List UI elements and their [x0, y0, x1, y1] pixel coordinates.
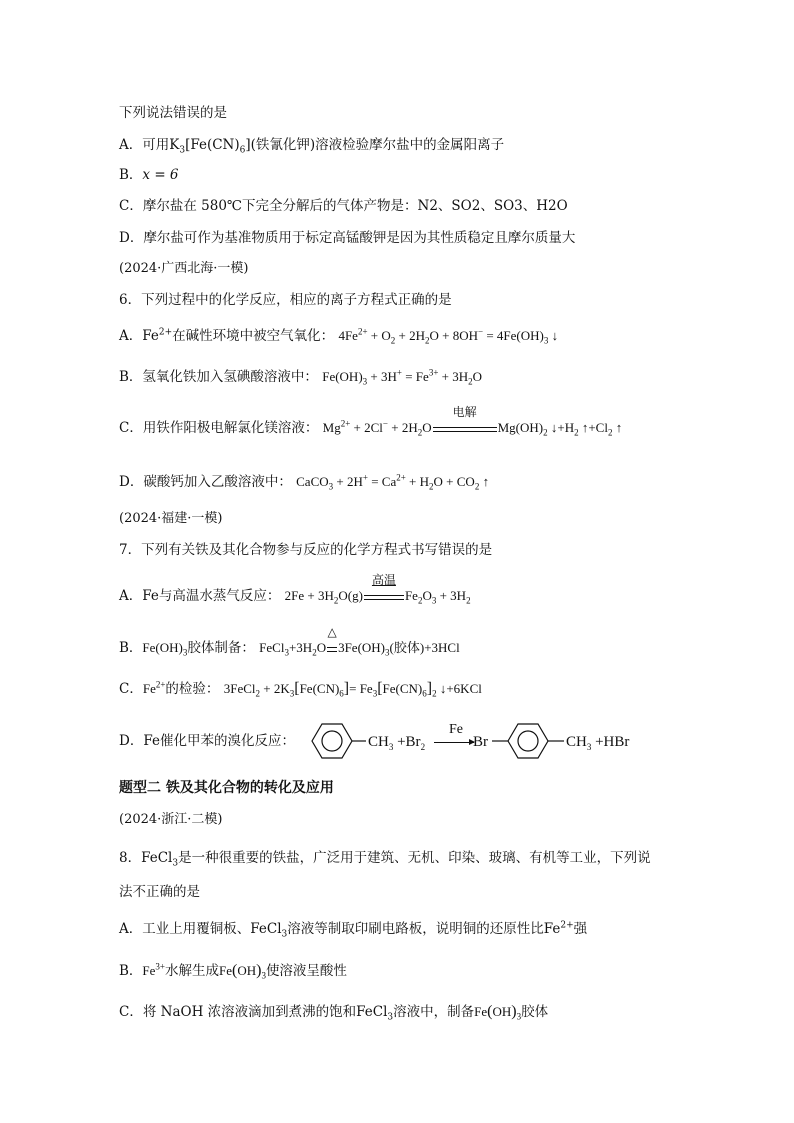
- q5-stem: 下列说法错误的是: [119, 105, 227, 121]
- q7-d-reactants: $CH_3 +Br_2$: [368, 734, 426, 752]
- q8-source: (2024·浙江·二模): [119, 812, 223, 827]
- q7-d-catalyst: Fe: [449, 722, 463, 737]
- q7-d-products: $CH_3 +HBr$: [566, 734, 630, 752]
- q7-d-br: Br: [473, 734, 488, 750]
- q6-b-equation: $Fe(OH)_3 + 3H^+ = Fe^{3+} + 3H_2O$: [322, 367, 483, 387]
- benzene-ring-2: [508, 724, 548, 758]
- q7-b-equation: $FeCl_3+3H_2O$ △ $3Fe(OH)_3$(胶体)+3HCl: [259, 625, 460, 658]
- section-title: 题型二 铁及其化合物的转化及应用: [119, 780, 334, 796]
- q6-d-equation: CaCO$_3$ + $2H^+ = Ca^{2+} + H_2O + CO_2$ ↑: [296, 472, 490, 492]
- q8-option-a: A．工业上用覆铜板、FeCl$_3$溶液等制取印刷电路板，说明铜的还原性比$Fe^{2+}$强: [119, 920, 588, 940]
- q7-option-b: B．$Fe(OH)_3$胶体制备： $FeCl_3+3H_2O$ △ $3Fe(OH)_3$(胶体)+3HCl: [119, 625, 460, 658]
- q8-stem-line2: 法不正确的是: [119, 884, 200, 900]
- benzene-ring-1: [312, 724, 352, 758]
- q6-option-a: A．$Fe^{2+}$在碱性环境中被空气氧化： $4Fe^{2+} + O_2 + 2H_2O + 8OH^- = 4Fe(OH)_3$ ↓: [119, 326, 559, 346]
- q7-c-equation: 3FeCl$_2$ + $2K_3[Fe(CN)_6]= Fe_3[Fe(CN)_6]_2$ ↓+6KCl: [223, 680, 482, 699]
- q7-source: (2024·福建·一模): [119, 511, 223, 526]
- q6-c-equation: $Mg^{2+} + 2Cl^- + 2H_2O$ 电解 $Mg(OH)_2$ $↓+H_2$ $↑+Cl_2$ ↑: [322, 405, 623, 438]
- q7-d-arrow: [434, 742, 474, 743]
- q7-a-equation: $2Fe + 3H_2O(g)$ 高温 $Fe_2O_3 + 3H_2$: [284, 573, 471, 606]
- q5-option-d: D．摩尔盐可作为基准物质用于标定高锰酸钾是因为其性质稳定且摩尔质量大: [119, 230, 576, 246]
- q5-option-a: A．可用$K_3[Fe(CN)_6]$(铁氰化钾)溶液检验摩尔盐中的金属阳离子: [119, 137, 505, 156]
- q7-option-d: D．Fe催化甲苯的溴化反应：: [119, 733, 295, 749]
- q6-source: (2024·广西北海·一模): [119, 261, 249, 276]
- q6-option-c: C．用铁作阳极电解氯化镁溶液： $Mg^{2+} + 2Cl^- + 2H_2O$ 电解 $Mg(OH)_2$ $↓+H_2$ $↑+Cl_2$ ↑: [119, 405, 623, 438]
- q6-option-d: D．碳酸钙加入乙酸溶液中： CaCO$_3$ + $2H^+ = Ca^{2+} + H_2O + CO_2$ ↑: [119, 472, 490, 492]
- q7-stem: 7．下列有关铁及其化合物参与反应的化学方程式书写错误的是: [119, 542, 493, 558]
- q8-option-b: B．$Fe^{3+}$水解生成$Fe(OH)_3$使溶液呈酸性: [119, 961, 347, 981]
- q5-option-b: B．x = 6: [119, 167, 179, 183]
- q7-option-a: A．Fe与高温水蒸气反应： $2Fe + 3H_2O(g)$ 高温 $Fe_2O_3 + 3H_2$: [119, 573, 471, 606]
- q8-stem-line1: 8．FeCl$_3$是一种很重要的铁盐，广泛用于建筑、无机、印染、玻璃、有机等工业，下列说: [119, 850, 651, 869]
- q6-stem: 6．下列过程中的化学反应，相应的离子方程式正确的是: [119, 292, 452, 308]
- q6-option-b: B．氢氧化铁加入氢碘酸溶液中： $Fe(OH)_3 + 3H^+ = Fe^{3+} + 3H_2O$: [119, 367, 483, 387]
- q6-a-equation: $4Fe^{2+} + O_2 + 2H_2O + 8OH^- = 4Fe(OH)_3$ ↓: [338, 326, 559, 346]
- q7-option-c: C．$Fe^{2+}$的检验： 3FeCl$_2$ + $2K_3[Fe(CN)_6]= Fe_3[Fe(CN)_6]_2$ ↓+6KCl: [119, 679, 482, 699]
- q5-option-c: C．摩尔盐在 580℃下完全分解后的气体产物是：N2、SO2、SO3、H2O: [119, 198, 568, 214]
- q8-option-c: C．将 NaOH 浓溶液滴加到煮沸的饱和FeCl$_3$溶液中，制备$Fe(OH)_3$胶体: [119, 1003, 549, 1023]
